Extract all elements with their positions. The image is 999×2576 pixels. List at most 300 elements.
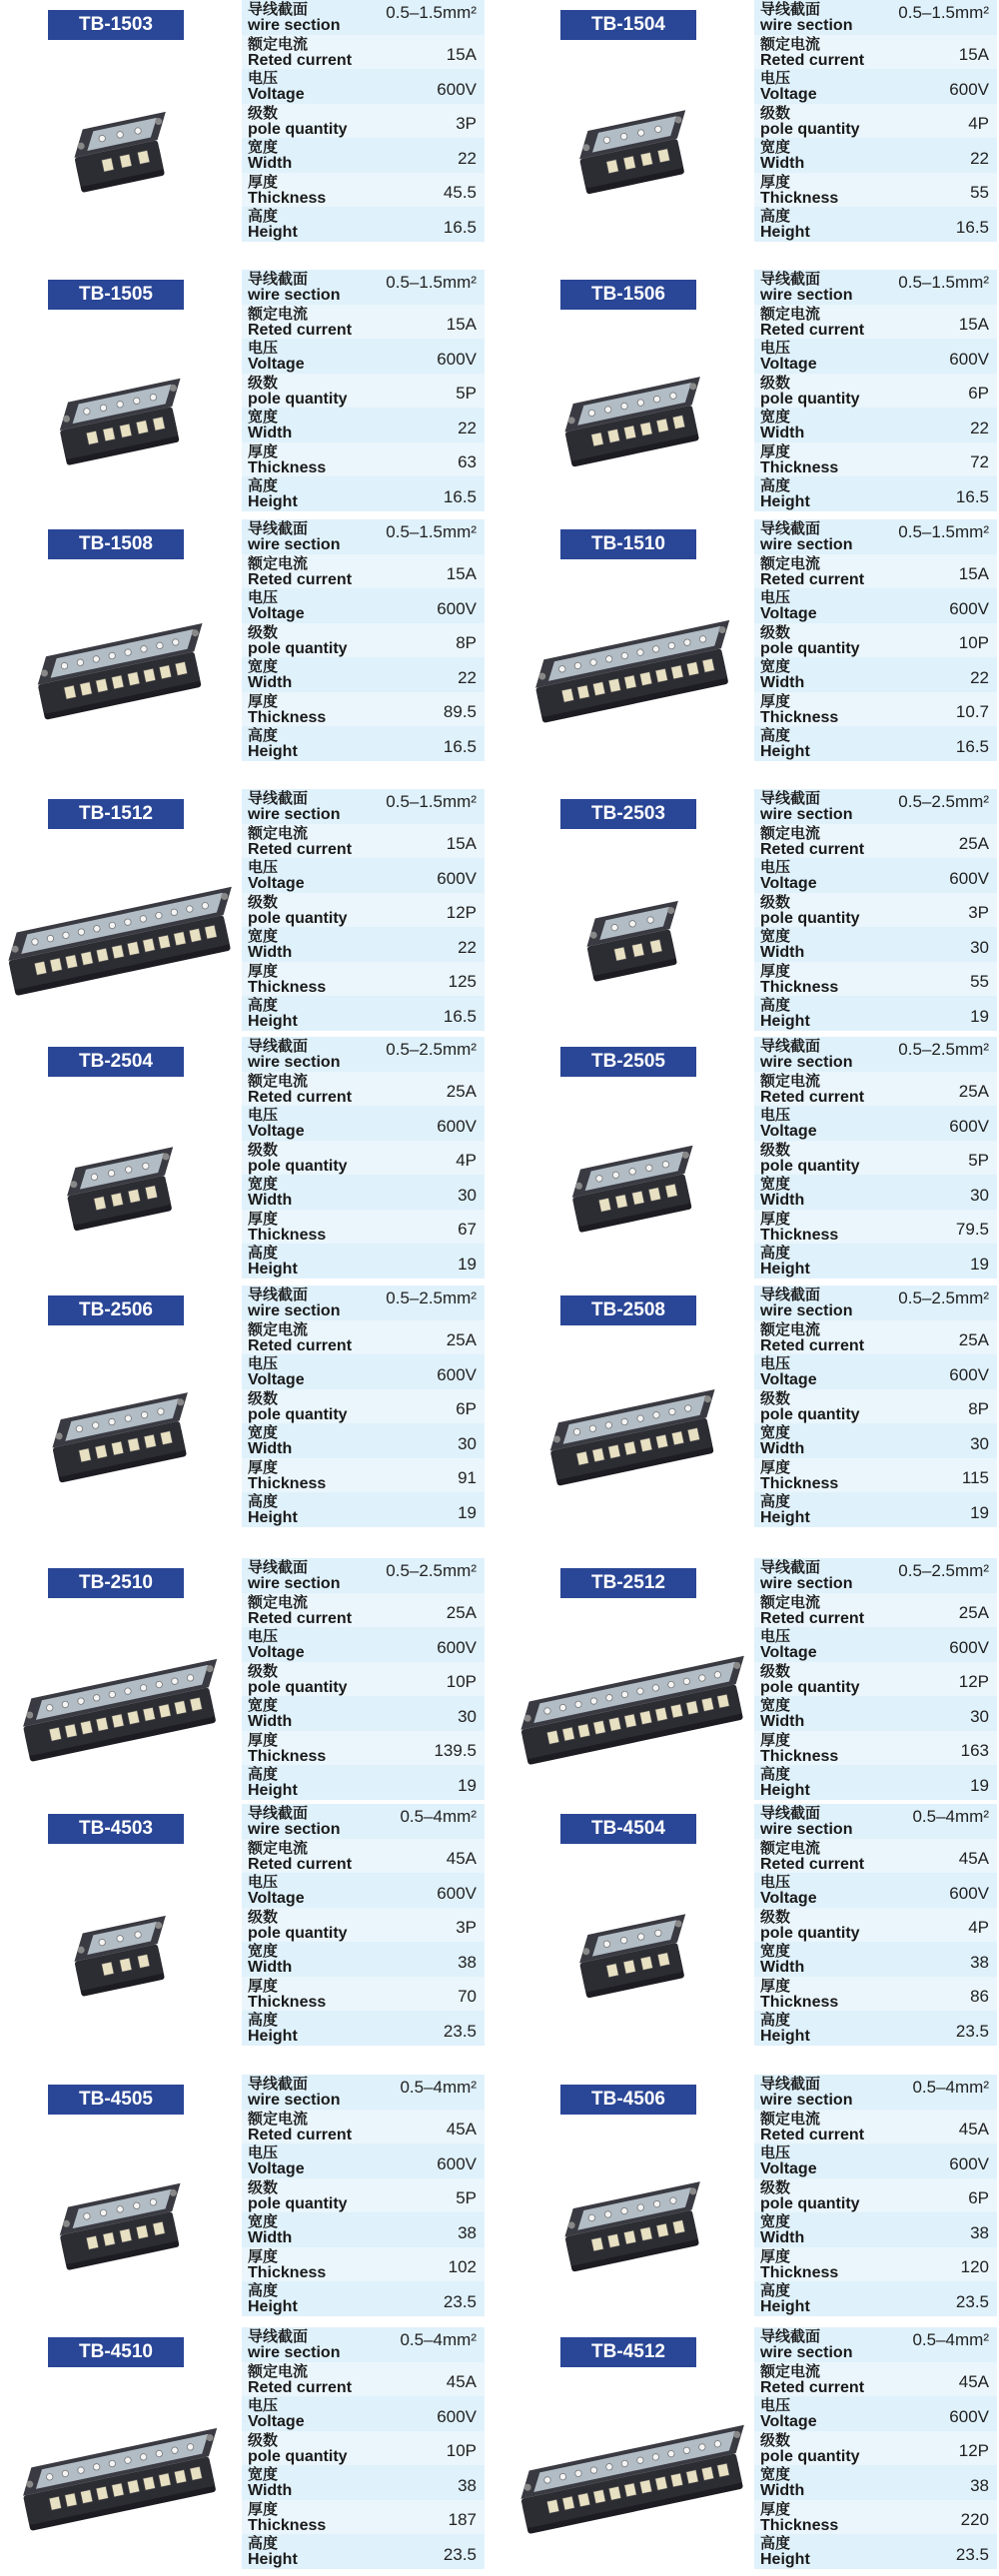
spec-value: 4P xyxy=(968,114,989,133)
spec-label-en: Height xyxy=(248,743,298,760)
product-photo xyxy=(0,2371,232,2576)
spec-label-cn: 电压 xyxy=(760,339,791,357)
spec-label-cn: 高度 xyxy=(248,726,279,744)
spec-value: 600V xyxy=(949,868,989,888)
spec-value: 72 xyxy=(970,452,989,471)
spec-label-cn: 级数 xyxy=(248,103,279,122)
spec-row xyxy=(242,927,485,962)
spec-label-cn: 厚度 xyxy=(248,172,279,191)
spec-row xyxy=(754,35,997,70)
terminal-block-body xyxy=(47,1392,201,1483)
spec-value: 0.5–4mm² xyxy=(400,2329,477,2349)
model-badge: TB-4510 xyxy=(48,2337,184,2367)
spec-label-cn: 高度 xyxy=(760,2534,791,2552)
spec-value: 0.5–2.5mm² xyxy=(898,1039,989,1059)
spec-label-en: Reted current xyxy=(760,1336,865,1354)
spec-row xyxy=(242,1627,485,1662)
spec-row xyxy=(754,2011,997,2046)
spec-label-cn: 宽度 xyxy=(248,1942,279,1960)
spec-label-en: Width xyxy=(248,1192,293,1209)
spec-value: 600V xyxy=(437,1116,477,1136)
spec-label-cn: 额定电流 xyxy=(248,304,309,323)
spec-label-en: wire section xyxy=(760,2344,853,2361)
terminal-block-body xyxy=(559,2181,713,2272)
spec-value: 139.5 xyxy=(434,1741,477,1760)
terminal-block-illustration xyxy=(512,2371,744,2576)
spec-value: 30 xyxy=(458,1185,477,1205)
spec-label-en: Width xyxy=(760,944,805,961)
spec-label-cn: 高度 xyxy=(760,207,791,225)
product-card xyxy=(512,2327,999,2576)
product-photo xyxy=(512,2119,744,2324)
spec-value: 600V xyxy=(437,79,477,99)
spec-row xyxy=(242,1141,485,1176)
spec-value: 600V xyxy=(949,1116,989,1136)
spec-label-en: wire section xyxy=(248,2344,341,2361)
spec-row xyxy=(242,1908,485,1943)
spec-row xyxy=(242,2178,485,2213)
spec-value: 55 xyxy=(970,183,989,202)
spec-row xyxy=(754,1037,997,1072)
spec-value: 600V xyxy=(949,1364,989,1384)
spec-row xyxy=(754,1873,997,1908)
spec-value: 38 xyxy=(458,2475,477,2495)
spec-label-en: Height xyxy=(760,2298,810,2315)
spec-value: 12P xyxy=(958,2441,989,2460)
spec-row xyxy=(754,69,997,104)
spec-label-cn: 级数 xyxy=(248,2177,279,2196)
spec-label-cn: 电压 xyxy=(248,588,279,606)
spec-label-en: Height xyxy=(760,493,810,510)
spec-label-en: Width xyxy=(760,1440,805,1457)
spec-label-en: Height xyxy=(248,224,298,241)
terminal-block-illustration xyxy=(512,833,744,1039)
spec-label-en: Width xyxy=(248,425,293,441)
model-badge: TB-1503 xyxy=(48,10,184,40)
spec-label-en: Reted current xyxy=(248,51,353,69)
spec-value: 55 xyxy=(970,972,989,991)
spec-row xyxy=(754,1141,997,1176)
spec-label-cn: 额定电流 xyxy=(760,304,821,323)
spec-row xyxy=(754,554,997,589)
spec-table xyxy=(242,1286,485,1527)
spec-value: 10P xyxy=(958,633,989,652)
spec-label-en: Thickness xyxy=(760,458,839,476)
product-card xyxy=(512,789,999,1039)
spec-label-en: Reted current xyxy=(760,2378,865,2396)
terminal-block-body xyxy=(559,377,713,467)
spec-row xyxy=(242,1286,485,1320)
spec-row xyxy=(754,408,997,442)
product-card xyxy=(0,2327,500,2576)
spec-row xyxy=(242,1389,485,1424)
spec-value: 38 xyxy=(970,2222,989,2242)
spec-row xyxy=(242,1942,485,1977)
product-photo xyxy=(0,833,232,1039)
spec-label-cn: 导线截面 xyxy=(248,1558,309,1576)
spec-label-en: Reted current xyxy=(248,1609,353,1627)
spec-value: 45A xyxy=(958,1849,989,1868)
spec-label-cn: 宽度 xyxy=(760,138,791,156)
spec-row xyxy=(242,0,485,35)
spec-value: 25A xyxy=(958,1330,989,1349)
spec-label-cn: 宽度 xyxy=(760,1942,791,1960)
spec-value: 45.5 xyxy=(443,183,477,202)
spec-label-en: Reted current xyxy=(248,1088,353,1106)
product-photo xyxy=(512,1602,744,1808)
spec-value: 30 xyxy=(970,1433,989,1453)
spec-label-en: Height xyxy=(248,2028,298,2045)
spec-label-cn: 导线截面 xyxy=(760,270,821,288)
spec-value: 0.5–1.5mm² xyxy=(386,272,477,292)
terminal-block-body xyxy=(62,1147,186,1231)
spec-row xyxy=(242,2431,485,2466)
spec-label-en: pole quantity xyxy=(760,1678,860,1696)
spec-label-cn: 额定电流 xyxy=(760,1838,821,1857)
spec-label-en: wire section xyxy=(760,17,853,34)
spec-label-en: wire section xyxy=(760,287,853,304)
spec-label-cn: 电压 xyxy=(760,69,791,87)
product-card xyxy=(0,1558,500,1808)
spec-label-en: Voltage xyxy=(248,1371,305,1388)
spec-value: 15A xyxy=(446,45,477,64)
spec-label-en: Voltage xyxy=(248,2413,305,2430)
spec-label-cn: 电压 xyxy=(248,2396,279,2414)
terminal-block-body xyxy=(515,1656,744,1765)
spec-label-cn: 级数 xyxy=(760,1140,791,1159)
spec-label-cn: 额定电流 xyxy=(248,553,309,572)
spec-label-en: Width xyxy=(248,2482,293,2499)
spec-value: 0.5–1.5mm² xyxy=(898,272,989,292)
spec-row xyxy=(242,2327,485,2362)
spec-row xyxy=(242,588,485,623)
spec-table xyxy=(242,789,485,1031)
spec-label-en: Width xyxy=(248,1713,293,1730)
spec-label-cn: 高度 xyxy=(760,1244,791,1262)
model-badge: TB-2505 xyxy=(560,1047,696,1077)
spec-row xyxy=(242,554,485,589)
spec-label-en: Voltage xyxy=(760,1890,817,1907)
spec-row xyxy=(242,1731,485,1766)
spec-label-en: pole quantity xyxy=(760,1924,860,1942)
spec-value: 22 xyxy=(970,418,989,437)
spec-label-cn: 高度 xyxy=(248,1244,279,1262)
spec-label-cn: 宽度 xyxy=(248,1423,279,1441)
spec-label-cn: 厚度 xyxy=(248,1730,279,1749)
spec-row xyxy=(754,173,997,208)
product-photo xyxy=(0,314,232,519)
spec-value: 25A xyxy=(958,1603,989,1622)
spec-label-en: pole quantity xyxy=(248,1405,348,1423)
spec-row xyxy=(754,339,997,374)
terminal-block-illustration xyxy=(512,1602,744,1808)
spec-value: 38 xyxy=(458,1952,477,1972)
spec-value: 600V xyxy=(949,349,989,369)
spec-row xyxy=(242,2465,485,2500)
spec-row xyxy=(754,789,997,824)
spec-row xyxy=(754,1106,997,1141)
spec-label-en: Thickness xyxy=(760,2516,839,2534)
spec-label-en: Width xyxy=(248,1959,293,1976)
model-badge: TB-2510 xyxy=(48,1568,184,1598)
spec-label-en: Reted current xyxy=(248,840,353,858)
spec-value: 30 xyxy=(458,1706,477,1726)
spec-row xyxy=(754,927,997,962)
spec-label-en: Thickness xyxy=(760,1747,839,1765)
spec-label-en: wire section xyxy=(248,2092,341,2109)
spec-label-en: Voltage xyxy=(760,2413,817,2430)
spec-label-en: Thickness xyxy=(248,2263,327,2281)
spec-row xyxy=(242,2396,485,2431)
spec-value: 4P xyxy=(968,1918,989,1937)
spec-value: 23.5 xyxy=(443,2021,477,2041)
model-badge: TB-1505 xyxy=(48,280,184,310)
spec-label-en: Thickness xyxy=(248,1747,327,1765)
spec-table xyxy=(242,0,485,242)
spec-table xyxy=(242,1804,485,2046)
spec-label-en: Height xyxy=(760,2028,810,2045)
spec-value: 10.7 xyxy=(955,702,989,721)
spec-value: 23.5 xyxy=(955,2021,989,2041)
spec-label-cn: 电压 xyxy=(248,1106,279,1124)
spec-table xyxy=(754,0,997,242)
spec-value: 4P xyxy=(456,1151,477,1170)
spec-value: 0.5–1.5mm² xyxy=(898,521,989,541)
product-photo xyxy=(512,1081,744,1287)
spec-row xyxy=(754,104,997,139)
spec-value: 0.5–2.5mm² xyxy=(898,1288,989,1307)
product-photo xyxy=(512,314,744,519)
spec-label-cn: 高度 xyxy=(760,996,791,1014)
spec-label-en: Voltage xyxy=(248,356,305,373)
spec-value: 0.5–1.5mm² xyxy=(386,791,477,811)
spec-label-en: pole quantity xyxy=(760,2447,860,2465)
spec-label-cn: 高度 xyxy=(760,1765,791,1783)
spec-label-cn: 宽度 xyxy=(760,2465,791,2483)
spec-row xyxy=(754,2281,997,2316)
spec-row xyxy=(754,623,997,658)
spec-label-cn: 厚度 xyxy=(248,2246,279,2265)
spec-label-cn: 高度 xyxy=(760,476,791,494)
product-card xyxy=(512,519,999,769)
spec-row xyxy=(242,2281,485,2316)
spec-label-en: pole quantity xyxy=(760,909,860,927)
terminal-block-body xyxy=(3,887,232,996)
product-card xyxy=(512,2075,999,2324)
spec-value: 600V xyxy=(949,1883,989,1903)
spec-label-en: wire section xyxy=(248,17,341,34)
model-badge: TB-4512 xyxy=(560,2337,696,2367)
spec-label-cn: 高度 xyxy=(760,726,791,744)
spec-value: 30 xyxy=(970,1706,989,1726)
model-badge: TB-1508 xyxy=(48,529,184,559)
spec-value: 16.5 xyxy=(443,736,477,756)
model-badge: TB-4505 xyxy=(48,2085,184,2115)
spec-label-cn: 高度 xyxy=(248,476,279,494)
spec-label-en: Width xyxy=(760,1713,805,1730)
spec-row xyxy=(754,1908,997,1943)
spec-label-cn: 厚度 xyxy=(760,2499,791,2518)
spec-label-cn: 电压 xyxy=(248,1627,279,1645)
spec-label-en: Width xyxy=(248,674,293,691)
spec-value: 38 xyxy=(458,2222,477,2242)
spec-value: 23.5 xyxy=(443,2291,477,2311)
spec-label-en: Reted current xyxy=(760,1088,865,1106)
spec-row xyxy=(754,305,997,340)
spec-row xyxy=(242,2011,485,2046)
spec-label-cn: 额定电流 xyxy=(760,34,821,53)
spec-row xyxy=(242,104,485,139)
spec-row xyxy=(242,476,485,511)
product-card xyxy=(512,1286,999,1535)
spec-label-en: Voltage xyxy=(760,1644,817,1661)
spec-label-cn: 厚度 xyxy=(760,691,791,710)
spec-row xyxy=(242,374,485,409)
spec-label-cn: 级数 xyxy=(760,1907,791,1926)
spec-value: 15A xyxy=(958,315,989,334)
spec-value: 63 xyxy=(458,452,477,471)
spec-value: 125 xyxy=(448,972,477,991)
spec-label-en: pole quantity xyxy=(760,2194,860,2212)
product-photo xyxy=(0,563,232,769)
spec-label-cn: 高度 xyxy=(760,2011,791,2029)
spec-label-en: Height xyxy=(760,1013,810,1030)
spec-table xyxy=(754,1286,997,1527)
spec-value: 16.5 xyxy=(443,217,477,237)
spec-label-en: Thickness xyxy=(248,1993,327,2011)
spec-row xyxy=(754,374,997,409)
spec-label-en: Width xyxy=(760,2229,805,2246)
spec-value: 0.5–1.5mm² xyxy=(898,2,989,22)
spec-label-en: Thickness xyxy=(248,2516,327,2534)
spec-label-en: wire section xyxy=(248,806,341,823)
spec-label-cn: 级数 xyxy=(760,622,791,641)
spec-row xyxy=(242,1458,485,1493)
spec-label-en: pole quantity xyxy=(248,1157,348,1175)
terminal-block-illustration xyxy=(512,314,744,519)
spec-label-cn: 导线截面 xyxy=(248,519,309,537)
spec-row xyxy=(242,138,485,173)
spec-row xyxy=(242,2212,485,2247)
spec-row xyxy=(754,1210,997,1245)
spec-label-en: Voltage xyxy=(760,356,817,373)
spec-row xyxy=(242,623,485,658)
spec-value: 6P xyxy=(968,2188,989,2207)
spec-table xyxy=(242,270,485,511)
spec-value: 30 xyxy=(458,1433,477,1453)
terminal-block-illustration xyxy=(0,2119,232,2324)
spec-value: 0.5–1.5mm² xyxy=(386,521,477,541)
product-photo xyxy=(0,1848,232,2054)
model-badge: TB-1512 xyxy=(48,799,184,829)
model-badge: TB-4503 xyxy=(48,1814,184,1844)
spec-label-en: Height xyxy=(760,224,810,241)
spec-row xyxy=(754,2075,997,2110)
product-card xyxy=(0,270,500,519)
spec-value: 0.5–2.5mm² xyxy=(386,1039,477,1059)
spec-row xyxy=(242,1765,485,1800)
spec-value: 45A xyxy=(958,2372,989,2391)
spec-row xyxy=(754,893,997,928)
spec-value: 19 xyxy=(970,1006,989,1026)
product-card xyxy=(0,1037,500,1287)
spec-row xyxy=(242,657,485,692)
spec-label-en: Width xyxy=(760,1192,805,1209)
spec-label-cn: 额定电流 xyxy=(760,1319,821,1338)
spec-value: 6P xyxy=(968,384,989,403)
spec-value: 45A xyxy=(446,1849,477,1868)
terminal-block-illustration xyxy=(512,1081,744,1287)
model-badge: TB-2508 xyxy=(560,1295,696,1325)
spec-row xyxy=(242,692,485,727)
spec-value: 600V xyxy=(437,598,477,618)
spec-label-en: Voltage xyxy=(760,605,817,622)
spec-label-en: Thickness xyxy=(248,1474,327,1492)
spec-value: 187 xyxy=(448,2510,477,2529)
spec-value: 8P xyxy=(968,1399,989,1418)
spec-value: 10P xyxy=(446,1672,477,1691)
spec-value: 600V xyxy=(949,2153,989,2173)
spec-label-cn: 导线截面 xyxy=(760,789,821,807)
spec-value: 10P xyxy=(446,2441,477,2460)
spec-row xyxy=(754,2431,997,2466)
spec-row xyxy=(754,1244,997,1279)
spec-value: 600V xyxy=(949,1637,989,1657)
terminal-block-body xyxy=(574,110,698,194)
model-badge: TB-1504 xyxy=(560,10,696,40)
terminal-block-body xyxy=(566,1146,705,1233)
spec-row xyxy=(754,2396,997,2431)
spec-row xyxy=(242,339,485,374)
spec-value: 45A xyxy=(446,2120,477,2139)
terminal-block-illustration xyxy=(0,563,232,769)
spec-label-en: Height xyxy=(248,493,298,510)
spec-value: 38 xyxy=(970,1952,989,1972)
spec-row xyxy=(754,1765,997,1800)
product-card xyxy=(512,1558,999,1808)
spec-label-en: Voltage xyxy=(760,86,817,103)
spec-label-cn: 电压 xyxy=(760,1873,791,1891)
spec-label-cn: 导线截面 xyxy=(248,2327,309,2345)
spec-label-en: wire section xyxy=(760,1302,853,1319)
spec-label-cn: 宽度 xyxy=(248,1175,279,1193)
spec-value: 23.5 xyxy=(955,2544,989,2564)
spec-value: 600V xyxy=(949,598,989,618)
terminal-block-illustration xyxy=(512,44,744,250)
spec-row xyxy=(242,2110,485,2145)
spec-label-en: Height xyxy=(248,1013,298,1030)
product-photo xyxy=(0,1602,232,1808)
spec-row xyxy=(754,2534,997,2569)
spec-value: 0.5–2.5mm² xyxy=(386,1288,477,1307)
spec-label-cn: 宽度 xyxy=(248,1696,279,1714)
spec-label-cn: 电压 xyxy=(760,1354,791,1372)
product-card xyxy=(0,1804,500,2054)
spec-label-en: Width xyxy=(248,155,293,172)
spec-value: 102 xyxy=(448,2257,477,2276)
spec-label-en: wire section xyxy=(760,1575,853,1592)
spec-label-cn: 高度 xyxy=(248,996,279,1014)
terminal-block-illustration xyxy=(0,1602,232,1808)
spec-label-cn: 级数 xyxy=(760,2177,791,2196)
spec-label-en: Voltage xyxy=(248,875,305,892)
spec-label-cn: 厚度 xyxy=(760,172,791,191)
spec-label-cn: 导线截面 xyxy=(248,789,309,807)
spec-row xyxy=(754,1072,997,1107)
spec-label-en: pole quantity xyxy=(760,120,860,138)
spec-label-cn: 宽度 xyxy=(248,2465,279,2483)
product-photo xyxy=(0,1081,232,1287)
